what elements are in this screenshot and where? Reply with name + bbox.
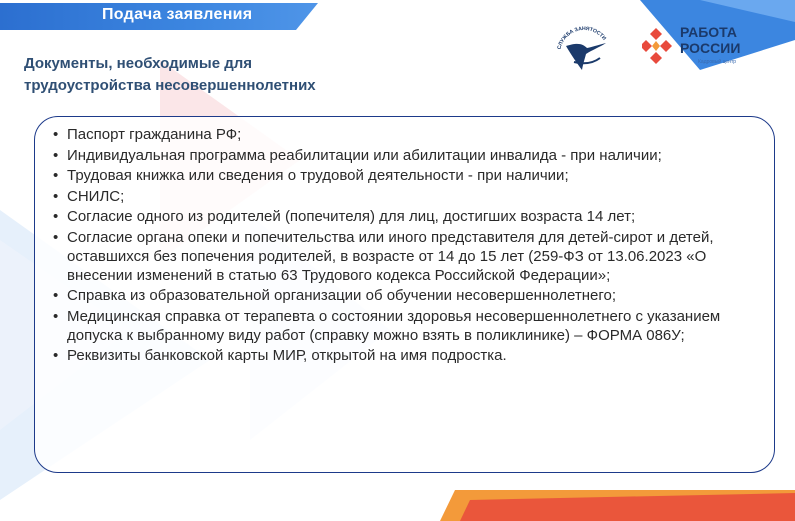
service-arc-text: СЛУЖБА ЗАНЯТОСТИ bbox=[556, 25, 607, 51]
document-item bbox=[53, 307, 758, 345]
document-item-text: Реквизиты банковской карты МИР, открытой на имя подростка. bbox=[67, 347, 507, 364]
bullet-icon: • bbox=[53, 167, 59, 184]
bullet-icon: • bbox=[53, 347, 59, 364]
bullet-icon: • bbox=[53, 187, 59, 205]
document-item-text: СНИЛС; bbox=[67, 187, 125, 205]
bullet-icon: • bbox=[53, 208, 59, 225]
bullet-icon: • bbox=[53, 228, 59, 246]
documents-list bbox=[53, 125, 758, 367]
document-item-text: Медицинская справка от терапевта о состоянии здоровья несовершеннолетнего с указанием допуска к выбранному виду работ (справку можно взять в поликлинике) – ФОРМА 086У; bbox=[67, 307, 721, 344]
document-item-text: Согласие одного из родителей (попечителя) для лиц, достигших возраста 14 лет; bbox=[67, 208, 636, 225]
documents-box bbox=[34, 116, 775, 473]
document-item-text: Справка из образовательной организации об обучении несовершеннолетнего; bbox=[67, 287, 616, 304]
page-subtitle bbox=[24, 53, 444, 97]
document-item-text: Трудовая книжка или сведения о трудовой деятельности - при наличии; bbox=[67, 167, 569, 184]
header-title: Подача заявления bbox=[102, 6, 253, 23]
document-item bbox=[53, 125, 758, 144]
bullet-icon: • bbox=[53, 287, 59, 304]
subtitle-line-2: трудоустройства несовершеннолетних bbox=[24, 77, 316, 94]
document-item-text: Согласие органа опеки и попечительства или иного представителя для детей-сирот и детей, оставшихся без попечения родителей, в возрасте от 14 до 15 лет (259-ФЗ от 13.06.2023 «О внесении изменений в статью 63 Трудового кодекса Российской Федерации»; bbox=[67, 228, 714, 284]
star-burst-icon bbox=[642, 24, 678, 68]
document-item bbox=[53, 166, 758, 185]
rabota-title-line-2: РОССИИ bbox=[680, 40, 741, 56]
bullet-icon: • bbox=[53, 146, 59, 164]
bullet-icon: • bbox=[53, 307, 59, 325]
rabota-title bbox=[680, 24, 740, 56]
document-item-text: Индивидуальная программа реабилитации или абилитации инвалида - при наличии; bbox=[67, 146, 662, 164]
rabota-title-line-1: РАБОТА bbox=[680, 24, 737, 40]
subtitle-line-1: Документы, необходимые для bbox=[24, 55, 253, 72]
document-item-text: Паспорт гражданина РФ; bbox=[67, 126, 242, 143]
document-item bbox=[53, 207, 758, 226]
rabota-rossii-logo bbox=[642, 24, 772, 70]
document-item bbox=[53, 228, 758, 285]
bird-icon bbox=[566, 43, 606, 70]
document-item bbox=[53, 286, 758, 305]
employment-service-logo bbox=[552, 20, 616, 78]
document-item bbox=[53, 346, 758, 365]
rabota-tagline: Кадровый центр bbox=[698, 59, 737, 65]
document-item bbox=[53, 187, 758, 206]
document-item bbox=[53, 146, 758, 165]
bullet-icon: • bbox=[53, 126, 59, 143]
